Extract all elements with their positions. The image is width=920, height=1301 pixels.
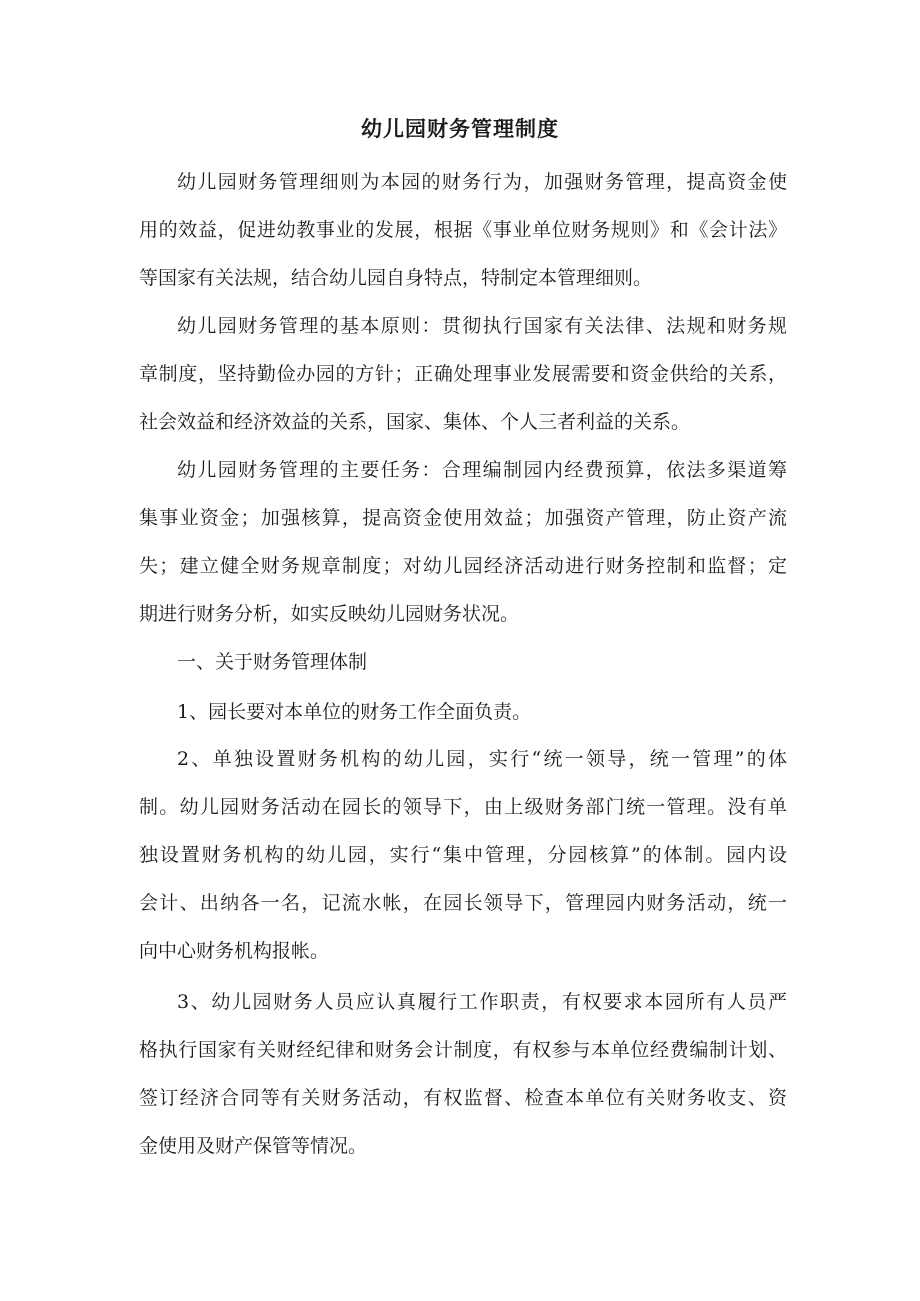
paragraph-line: 用的效益，促进幼教事业的发展，根据《事业单位财务规则》和《会计法》	[139, 219, 787, 241]
paragraph-line: 签订经济合同等有关财务活动，有权监督、检查本单位有关财务收支、资	[139, 1087, 787, 1109]
paragraph-line: 幼儿园财务管理细则为本园的财务行为，加强财务管理，提高资金使	[177, 171, 787, 193]
list-item-2	[139, 735, 787, 975]
paragraph-line: 章制度，坚持勤俭办园的方针；正确处理事业发展需要和资金供给的关系，	[139, 363, 787, 385]
paragraph-basic-principles	[139, 302, 787, 446]
paragraph-line: 格执行国家有关财经纪律和财务会计制度，有权参与本单位经费编制计划、	[139, 1039, 787, 1061]
paragraph-line: 幼儿园财务管理的基本原则：贯彻执行国家有关法律、法规和财务规	[177, 315, 787, 337]
paragraph-line: 2、单独设置财务机构的幼儿园，实行“统一领导，统一管理”的体	[177, 748, 787, 770]
document-title: 幼儿园财务管理制度	[361, 117, 559, 141]
paragraph-line: 3、幼儿园财务人员应认真履行工作职责，有权要求本园所有人员严	[177, 991, 787, 1013]
paragraph-line: 集事业资金；加强核算，提高资金使用效益；加强资产管理，防止资产流	[139, 507, 787, 529]
paragraph-line: 期进行财务分析，如实反映幼儿园财务状况。	[139, 603, 520, 625]
paragraph-line: 失；建立健全财务规章制度；对幼儿园经济活动进行财务控制和监督；定	[139, 555, 787, 577]
paragraph-line: 等国家有关法规，结合幼儿园自身特点，特制定本管理细则。	[139, 267, 653, 289]
paragraph-line: 社会效益和经济效益的关系，国家、集体、个人三者利益的关系。	[139, 411, 691, 433]
section-heading	[139, 638, 787, 686]
paragraph-line: 幼儿园财务管理的主要任务：合理编制园内经费预算，依法多渠道筹	[177, 459, 787, 481]
section-heading-text: 一、关于财务管理体制	[177, 651, 368, 673]
paragraph-intro	[139, 158, 787, 302]
list-item-1	[139, 688, 787, 736]
paragraph-line: 独设置财务机构的幼儿园，实行“集中管理，分园核算”的体制。园内设	[139, 844, 787, 866]
paragraph-line: 制。幼儿园财务活动在园长的领导下，由上级财务部门统一管理。没有单	[139, 796, 787, 818]
list-item-3	[139, 978, 787, 1170]
paragraph-line: 金使用及财产保管等情况。	[139, 1135, 368, 1157]
paragraph-line: 向中心财务机构报帐。	[139, 940, 330, 962]
paragraph-main-tasks	[139, 446, 787, 638]
paragraph-line: 1、园长要对本单位的财务工作全面负责。	[177, 701, 532, 723]
paragraph-line: 会计、出纳各一名，记流水帐，在园长领导下，管理园内财务活动，统一	[139, 892, 787, 914]
